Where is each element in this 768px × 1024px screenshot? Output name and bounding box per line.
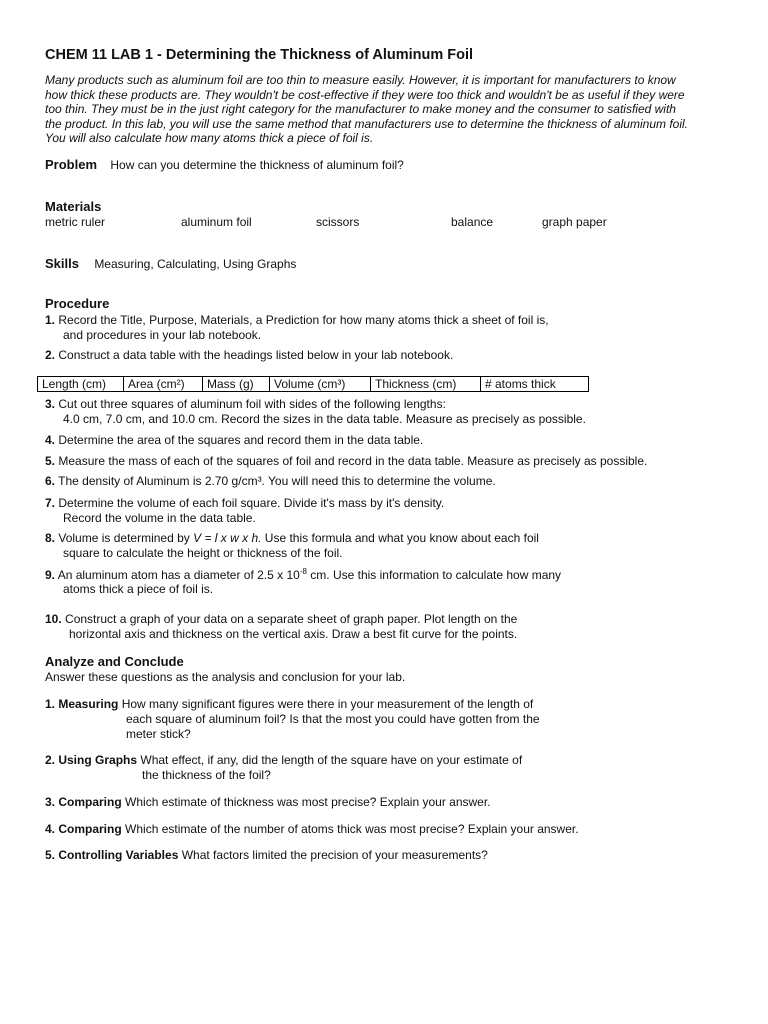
material-item: metric ruler bbox=[45, 215, 106, 229]
step-text: The density of Aluminum is 2.70 g/cm³. You will need this to determine the volume. bbox=[58, 474, 496, 488]
table-header-cell: Volume (cm³) bbox=[270, 377, 371, 391]
step-text-continued: Record the volume in the data table. bbox=[63, 511, 256, 525]
step-number: 6. bbox=[45, 474, 56, 488]
intro-line: Many products such as aluminum foil are too thin to measure easily. However, it is important for manufacturers to know bbox=[45, 73, 676, 87]
step-number: 5. bbox=[45, 454, 56, 468]
material-item: balance bbox=[451, 215, 494, 229]
table-header-cell: Length (cm) bbox=[38, 377, 124, 391]
question-text: How many significant figures were there in your measurement of the length of bbox=[121, 697, 534, 711]
question-text-continued: each square of aluminum foil? Is that the most you could have gotten from the bbox=[126, 712, 540, 726]
step-text: Cut out three squares of aluminum foil with sides of the following lengths: bbox=[58, 397, 446, 411]
question-label: 1. Measuring bbox=[45, 697, 119, 711]
procedure-step-9 bbox=[45, 567, 561, 582]
question-5 bbox=[45, 848, 488, 862]
intro-line: too thin. They must be in the just right category for the manufacturer to make money and the consumer to satisfied with bbox=[45, 102, 676, 116]
question-4 bbox=[45, 822, 579, 836]
question-label: 5. Controlling Variables bbox=[45, 848, 179, 862]
question-text: What factors limited the precision of your measurements? bbox=[181, 848, 488, 862]
step-text-continued: horizontal axis and thickness on the vertical axis. Draw a best fit curve for the points. bbox=[69, 627, 518, 641]
skills-section bbox=[45, 256, 296, 271]
step-number: 9. bbox=[45, 568, 56, 582]
question-label: 3. Comparing bbox=[45, 795, 122, 809]
step-text-continued: and procedures in your lab notebook. bbox=[63, 328, 262, 342]
question-label: 4. Comparing bbox=[45, 822, 122, 836]
intro-paragraph bbox=[45, 73, 735, 146]
step-text-continued: square to calculate the height or thickness of the foil. bbox=[63, 546, 343, 560]
skills-label: Skills bbox=[45, 256, 79, 271]
procedure-heading: Procedure bbox=[45, 296, 110, 311]
question-text: What effect, if any, did the length of the square have on your estimate of bbox=[140, 753, 523, 767]
question-text: Which estimate of thickness was most precise? Explain your answer. bbox=[125, 795, 491, 809]
step-text: Record the Title, Purpose, Materials, a Prediction for how many atoms thick a sheet of foil is, bbox=[58, 313, 549, 327]
problem-section bbox=[45, 157, 404, 172]
question-1 bbox=[45, 697, 533, 711]
step-text: An aluminum atom has a diameter of 2.5 x 10 bbox=[57, 568, 300, 582]
procedure-step-7 bbox=[45, 496, 444, 510]
table-header-cell: Area (cm²) bbox=[124, 377, 203, 391]
page-title: CHEM 11 LAB 1 - Determining the Thickness of Aluminum Foil bbox=[45, 47, 474, 63]
analyze-heading: Analyze and Conclude bbox=[45, 654, 184, 669]
step-text: cm. Use this information to calculate how many bbox=[306, 568, 562, 582]
problem-label: Problem bbox=[45, 157, 98, 172]
step-number: 7. bbox=[45, 496, 56, 510]
volume-formula: V = l x w x h. bbox=[193, 531, 262, 545]
question-text-continued: meter stick? bbox=[126, 727, 191, 741]
step-text: Construct a graph of your data on a separate sheet of graph paper. Plot length on the bbox=[65, 612, 518, 626]
question-text-continued: the thickness of the foil? bbox=[142, 768, 271, 782]
question-3 bbox=[45, 795, 491, 809]
table-header-cell: Mass (g) bbox=[203, 377, 270, 391]
exponent: -8 bbox=[299, 567, 307, 576]
material-item: scissors bbox=[316, 215, 360, 229]
procedure-step-1 bbox=[45, 313, 549, 327]
table-header-cell: Thickness (cm) bbox=[371, 377, 481, 391]
data-table-headings bbox=[37, 376, 589, 392]
problem-text: How can you determine the thickness of aluminum foil? bbox=[110, 158, 404, 172]
skills-text: Measuring, Calculating, Using Graphs bbox=[94, 257, 297, 271]
procedure-step-3 bbox=[45, 397, 446, 411]
intro-line: how thick these products are. They wouldn't be cost-effective if they were too thick and wouldn't be as useful if they were bbox=[45, 87, 685, 102]
materials-heading: Materials bbox=[45, 199, 102, 214]
question-2 bbox=[45, 753, 522, 767]
step-number: 8. bbox=[45, 531, 56, 545]
step-text: Use this formula and what you know about each foil bbox=[261, 531, 539, 545]
procedure-step-2 bbox=[45, 348, 453, 362]
step-number: 4. bbox=[45, 433, 56, 447]
procedure-step-6 bbox=[45, 474, 496, 488]
step-text: Construct a data table with the headings listed below in your lab notebook. bbox=[58, 348, 454, 362]
step-number: 3. bbox=[45, 397, 56, 411]
analyze-intro: Answer these questions as the analysis and conclusion for your lab. bbox=[45, 670, 406, 684]
question-text: Which estimate of the number of atoms thick was most precise? Explain your answer. bbox=[125, 822, 579, 836]
step-number: 10. bbox=[45, 612, 62, 626]
intro-line: You will also calculate how many atoms thick a piece of foil is. bbox=[45, 131, 374, 145]
step-text: Determine the volume of each foil square. Divide it's mass by it's density. bbox=[58, 496, 445, 510]
material-item: aluminum foil bbox=[181, 215, 252, 229]
step-text: Volume is determined by bbox=[58, 531, 194, 545]
table-header-cell: # atoms thick bbox=[485, 377, 556, 391]
step-number: 2. bbox=[45, 348, 56, 362]
step-text: Measure the mass of each of the squares of foil and record in the data table. Measure as precisely as possible. bbox=[58, 454, 648, 468]
step-text-continued: atoms thick a piece of foil is. bbox=[63, 582, 214, 596]
procedure-step-5 bbox=[45, 454, 647, 468]
procedure-step-10 bbox=[45, 612, 517, 626]
step-number: 1. bbox=[45, 313, 56, 327]
procedure-step-4 bbox=[45, 433, 423, 447]
step-text: Determine the area of the squares and record them in the data table. bbox=[58, 433, 424, 447]
step-text-continued: 4.0 cm, 7.0 cm, and 10.0 cm. Record the sizes in the data table. Measure as precisely as possible. bbox=[63, 412, 586, 426]
intro-line: the product. In this lab, you will use the same method that manufacturers use to determine the thickness of aluminum foil. bbox=[45, 116, 688, 131]
question-label: 2. Using Graphs bbox=[45, 753, 138, 767]
procedure-step-8 bbox=[45, 531, 539, 545]
material-item: graph paper bbox=[542, 215, 607, 229]
